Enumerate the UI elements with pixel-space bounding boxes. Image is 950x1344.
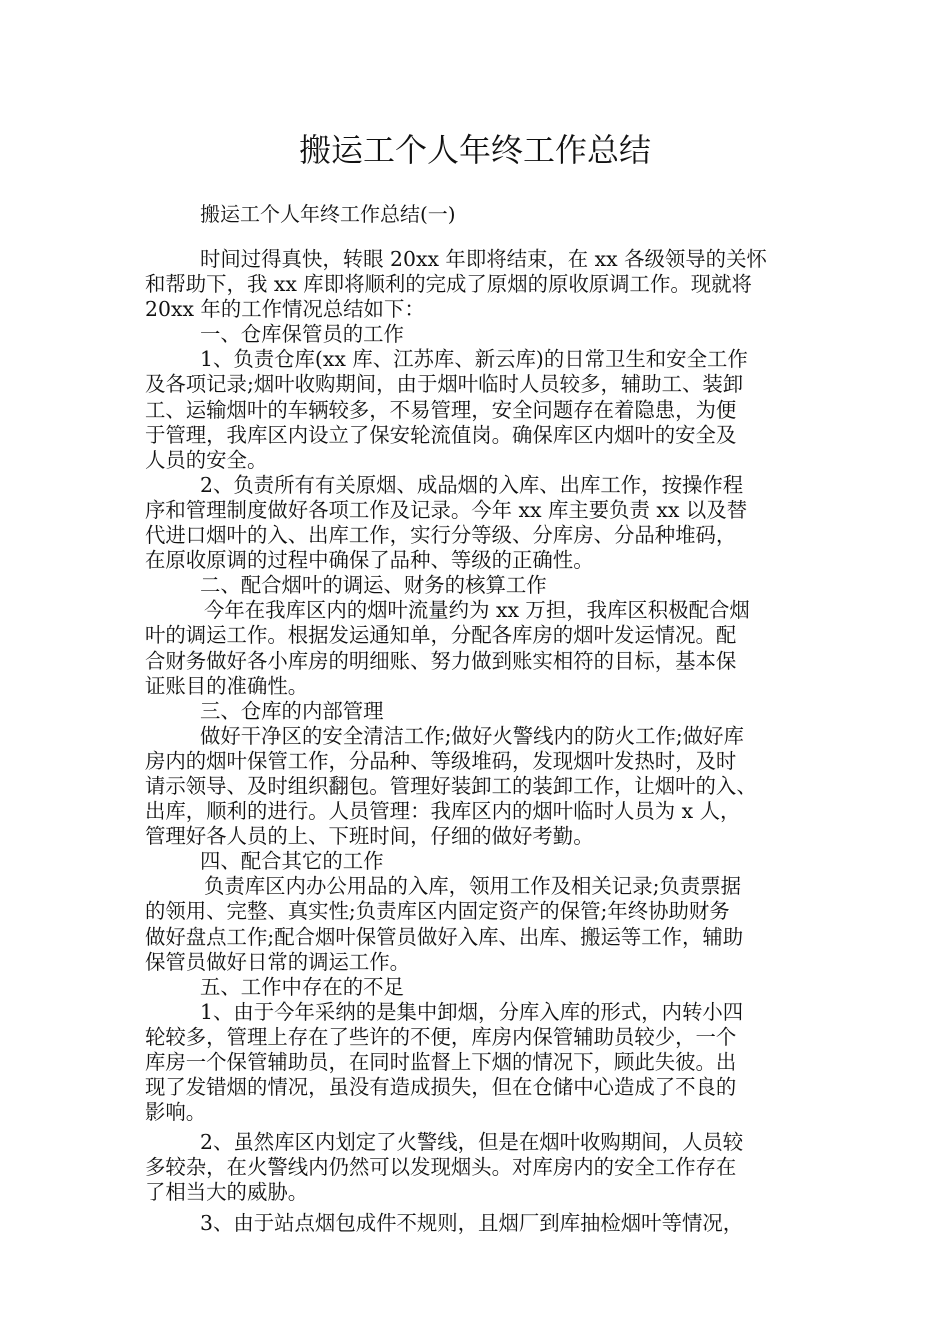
body-text-line: 保管员做好日常的调运工作。 [145, 949, 411, 974]
body-text-line: 20xx 年的工作情况总结如下： [145, 297, 425, 322]
body-text-line: 于管理，我库区内设立了保安轮流值岗。确保库区内烟叶的安全及 [145, 422, 737, 447]
body-text-line: 现了发错烟的情况，虽没有造成损失，但在仓储中心造成了不良的 [145, 1075, 737, 1100]
body-text-line: 做好干净区的安全清洁工作;做好火警线内的防火工作;做好库 [200, 723, 744, 748]
body-text-line: 3、由于站点烟包成件不规则，且烟厂到库抽检烟叶等情况， [200, 1210, 744, 1235]
body-text-line: 合财务做好各小库房的明细账、努力做到账实相符的目标，基本保 [145, 648, 737, 673]
body-text-line: 1、由于今年采纳的是集中卸烟，分库入库的形式，内转小四 [200, 999, 744, 1024]
body-text-line: 负责库区内办公用品的入库，领用工作及相关记录;负责票据 [204, 874, 742, 899]
body-text-line: 和帮助下，我 xx 库即将顺利的完成了原烟的原收原调工作。现就将 [145, 272, 752, 297]
body-text-line: 2、虽然库区内划定了火警线，但是在烟叶收购期间，人员较 [200, 1130, 744, 1155]
body-text-line: 请示领导、及时组织翻包。管理好装卸工的装卸工作，让烟叶的入、 [145, 773, 757, 798]
body-text-line: 一、仓库保管员的工作 [200, 322, 404, 347]
body-text-line: 四、配合其它的工作 [200, 849, 384, 874]
body-text-line: 三、仓库的内部管理 [200, 698, 384, 723]
body-text-line: 在原收原调的过程中确保了品种、等级的正确性。 [145, 548, 594, 573]
document-title: 搬运工个人年终工作总结 [298, 131, 651, 169]
body-text-line: 多较杂，在火警线内仍然可以发现烟头。对库房内的安全工作存在 [145, 1155, 737, 1180]
body-text-line: 五、工作中存在的不足 [200, 974, 404, 999]
body-text-line: 人员的安全。 [145, 447, 268, 472]
body-text-line: 了相当大的威胁。 [145, 1180, 309, 1205]
body-text-line: 管理好各人员的上、下班时间，仔细的做好考勤。 [145, 824, 594, 849]
body-text-line: 轮较多，管理上存在了些许的不便，库房内保管辅助员较少，一个 [145, 1024, 737, 1049]
body-text-line: 及各项记录;烟叶收购期间，由于烟叶临时人员较多，辅助工、装卸 [145, 372, 744, 397]
body-text-line: 出库，顺利的进行。人员管理：我库区内的烟叶临时人员为 x 人， [145, 799, 741, 824]
body-text-line: 房内的烟叶保管工作，分品种、等级堆码，发现烟叶发热时，及时 [145, 748, 737, 773]
body-text-line: 工、运输烟叶的车辆较多，不易管理，安全问题存在着隐患，为便 [145, 397, 737, 422]
body-text-line: 证账目的准确性。 [145, 673, 309, 698]
document-body [145, 247, 815, 1236]
body-text-line: 二、配合烟叶的调运、财务的核算工作 [200, 573, 547, 598]
body-text-line: 代进口烟叶的入、出库工作，实行分等级、分库房、分品种堆码， [145, 523, 737, 548]
section-subtitle: 搬运工个人年终工作总结(一) [200, 202, 456, 226]
body-text-line: 库房一个保管辅助员，在同时监督上下烟的情况下，顾此失彼。出 [145, 1050, 737, 1074]
body-text-line: 1、负责仓库(xx 库、江苏库、新云库)的日常卫生和安全工作 [200, 347, 748, 372]
body-text-line: 的领用、完整、真实性;负责库区内固定资产的保管;年终协助财务 [145, 899, 730, 924]
body-text-line: 2、负责所有有关原烟、成品烟的入库、出库工作，按操作程 [200, 472, 744, 497]
body-text-line: 做好盘点工作;配合烟叶保管员做好入库、出库、搬运等工作，辅助 [145, 924, 744, 949]
body-text-line: 今年在我库区内的烟叶流量约为 xx 万担，我库区积极配合烟 [204, 598, 750, 623]
body-text-line: 影响。 [145, 1100, 207, 1125]
body-text-line: 序和管理制度做好各项工作及记录。今年 xx 库主要负责 xx 以及替 [145, 497, 748, 522]
body-text-line: 时间过得真快，转眼 20xx 年即将结束，在 xx 各级领导的关怀 [200, 247, 767, 271]
body-text-line: 叶的调运工作。根据发运通知单，分配各库房的烟叶发运情况。配 [145, 623, 737, 648]
